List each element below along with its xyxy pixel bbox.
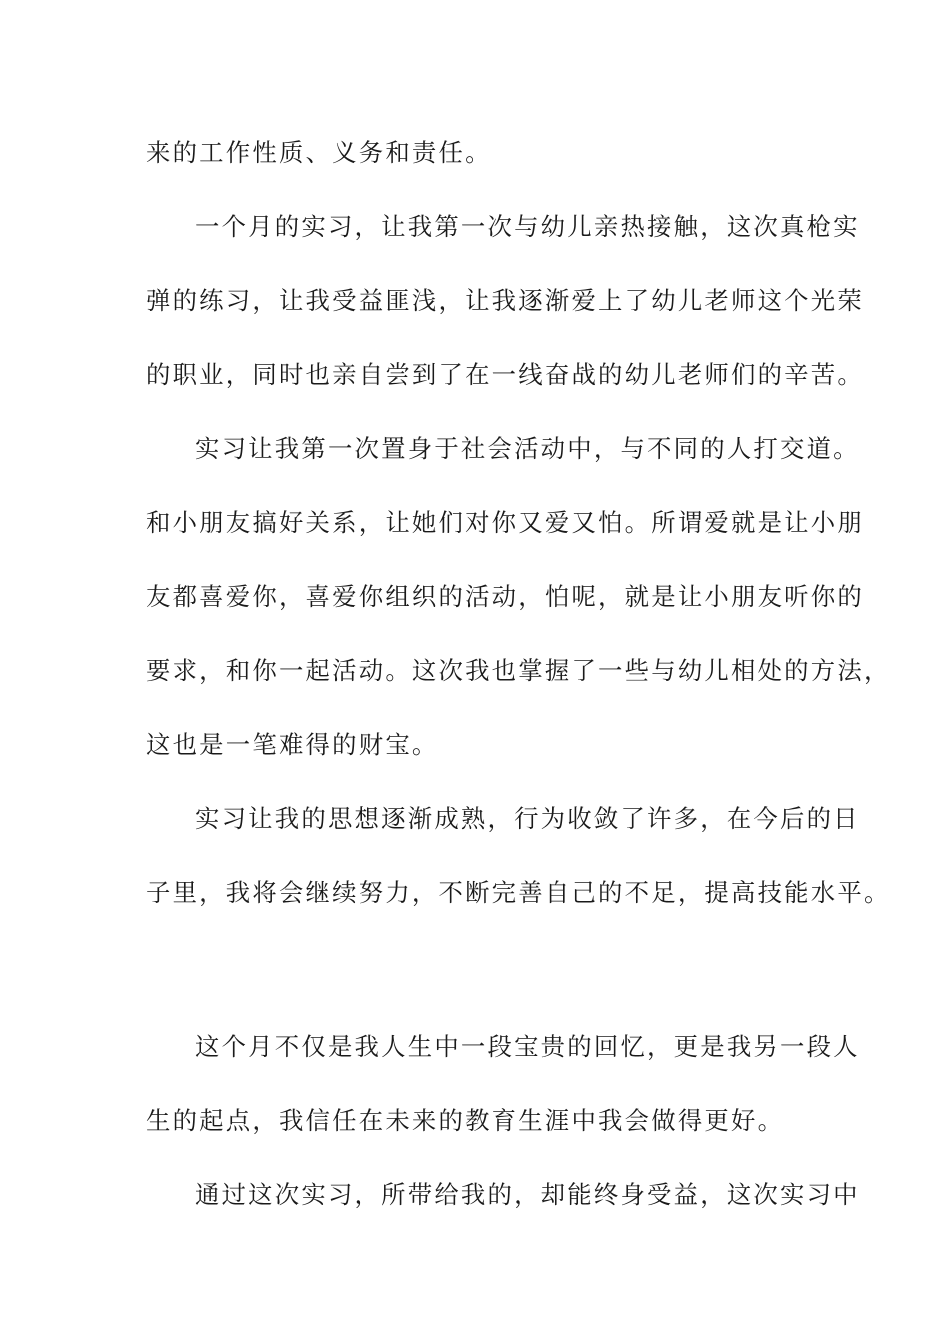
body-text-line: 友都喜爱你，喜爱你组织的活动，怕呢，就是让小朋友听你的 [146,582,864,611]
paragraph-first-line: 实习让我第一次置身于社会活动中，与不同的人打交道。 [195,434,860,463]
paragraph-first-line: 通过这次实习，所带给我的，却能终身受益，这次实习中 [195,1180,860,1209]
paragraph-first-line: 这个月不仅是我人生中一段宝贵的回忆，更是我另一段人 [195,1032,860,1061]
body-text-line: 这也是一笔难得的财宝。 [146,730,439,759]
body-text-line: 来的工作性质、义务和责任。 [146,138,492,167]
paragraph-first-line: 实习让我的思想逐渐成熟，行为收敛了许多，在今后的日 [195,804,860,833]
body-text-line: 子里，我将会继续努力，不断完善自己的不足，提高技能水平。 [146,878,891,907]
body-text-line: 的职业，同时也亲自尝到了在一线奋战的幼儿老师们的辛苦。 [146,360,864,389]
body-text-line: 和小朋友搞好关系，让她们对你又爱又怕。所谓爱就是让小朋 [146,508,864,537]
body-text-line: 生的起点，我信任在未来的教育生涯中我会做得更好。 [146,1106,785,1135]
body-text-line: 弹的练习，让我受益匪浅，让我逐渐爱上了幼儿老师这个光荣 [146,286,864,315]
body-text-line: 要求，和你一起活动。这次我也掌握了一些与幼儿相处的方法， [146,656,891,685]
paragraph-first-line: 一个月的实习，让我第一次与幼儿亲热接触，这次真枪实 [195,212,860,241]
